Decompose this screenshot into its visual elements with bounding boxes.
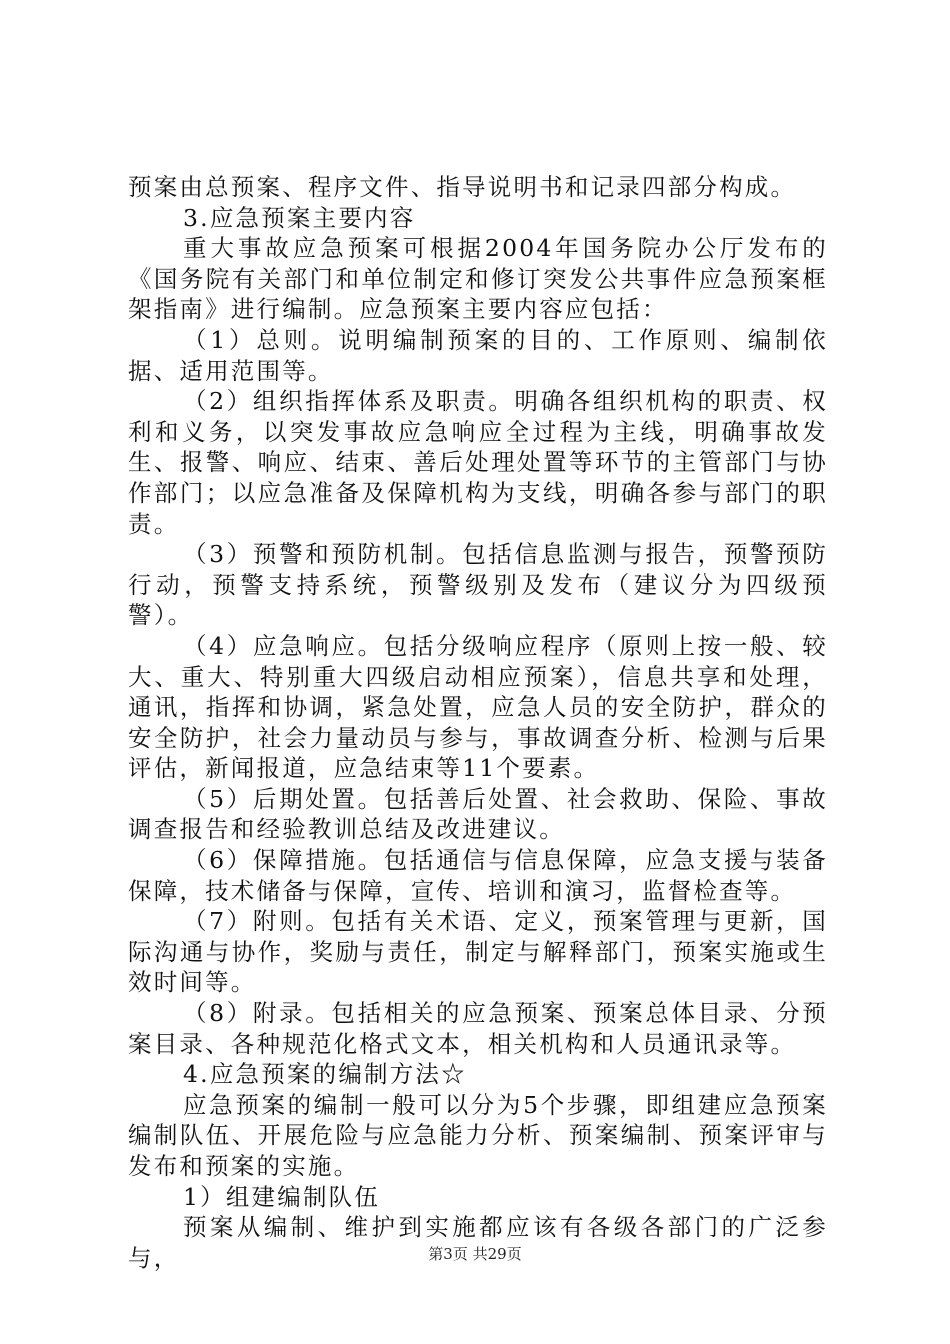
document-body xyxy=(128,172,828,1273)
list-item: （2）组织指挥体系及职责。明确各组织机构的职责、权利和义务，以突发事故应急响应全过程为主线，明确事故发生、报警、响应、结束、善后处理处置等环节的主管部门与协作部门；以应急准备及保障机构为支线，明确各参与部门的职责。 xyxy=(128,387,828,538)
section-heading: 4.应急预案的编制方法☆ xyxy=(183,1060,467,1089)
list-item: （5）后期处置。包括善后处置、社会救助、保险、事故调查报告和经验教训总结及改进建议。 xyxy=(128,784,828,844)
page-number-footer: 第3页 共29页 xyxy=(428,1245,522,1263)
paragraph: 应急预案的编制一般可以分为5个步骤，即组建应急预案编制队伍、开展危险与应急能力分析、预案编制、预案评审与发布和预案的实施。 xyxy=(128,1090,828,1180)
list-item: （1）总则。说明编制预案的目的、工作原则、编制依据、适用范围等。 xyxy=(128,325,828,385)
subsection-heading: 1）组建编制队伍 xyxy=(183,1182,381,1211)
list-item: （4）应急响应。包括分级响应程序（原则上按一般、较大、重大、特别重大四级启动相应预案），信息共享和处理，通讯，指挥和协调，紧急处置，应急人员的安全防护，群众的安全防护，社会力量动员与参与，事故调查分析、检测与后果评估，新闻报道，应急结束等11个要素。 xyxy=(128,631,828,783)
paragraph: 预案从编制、维护到实施都应该有各级各部门的广泛参与， xyxy=(128,1213,828,1272)
list-item: （3）预警和预防机制。包括信息监测与报告，预警预防行动，预警支持系统，预警级别及发布（建议分为四级预警）。 xyxy=(128,540,828,630)
paragraph: 预案由总预案、程序文件、指导说明书和记录四部分构成。 xyxy=(128,173,797,201)
list-item: （7）附则。包括有关术语、定义，预案管理与更新，国际沟通与协作，奖励与责任，制定与解释部门，预案实施或生效时间等。 xyxy=(128,907,828,997)
list-item: （6）保障措施。包括通信与信息保障，应急支援与装备保障，技术储备与保障，宣传、培训和演习，监督检查等。 xyxy=(128,846,828,905)
paragraph: 重大事故应急预案可根据2004年国务院办公厅发布的《国务院有关部门和单位制定和修订突发公共事件应急预案框架指南》进行编制。应急预案主要内容应包括： xyxy=(128,234,828,324)
list-item: （8）附录。包括相关的应急预案、预案总体目录、分预案目录、各种规范化格式文本，相关机构和人员通讯录等。 xyxy=(128,999,828,1058)
section-heading: 3.应急预案主要内容 xyxy=(183,203,416,232)
